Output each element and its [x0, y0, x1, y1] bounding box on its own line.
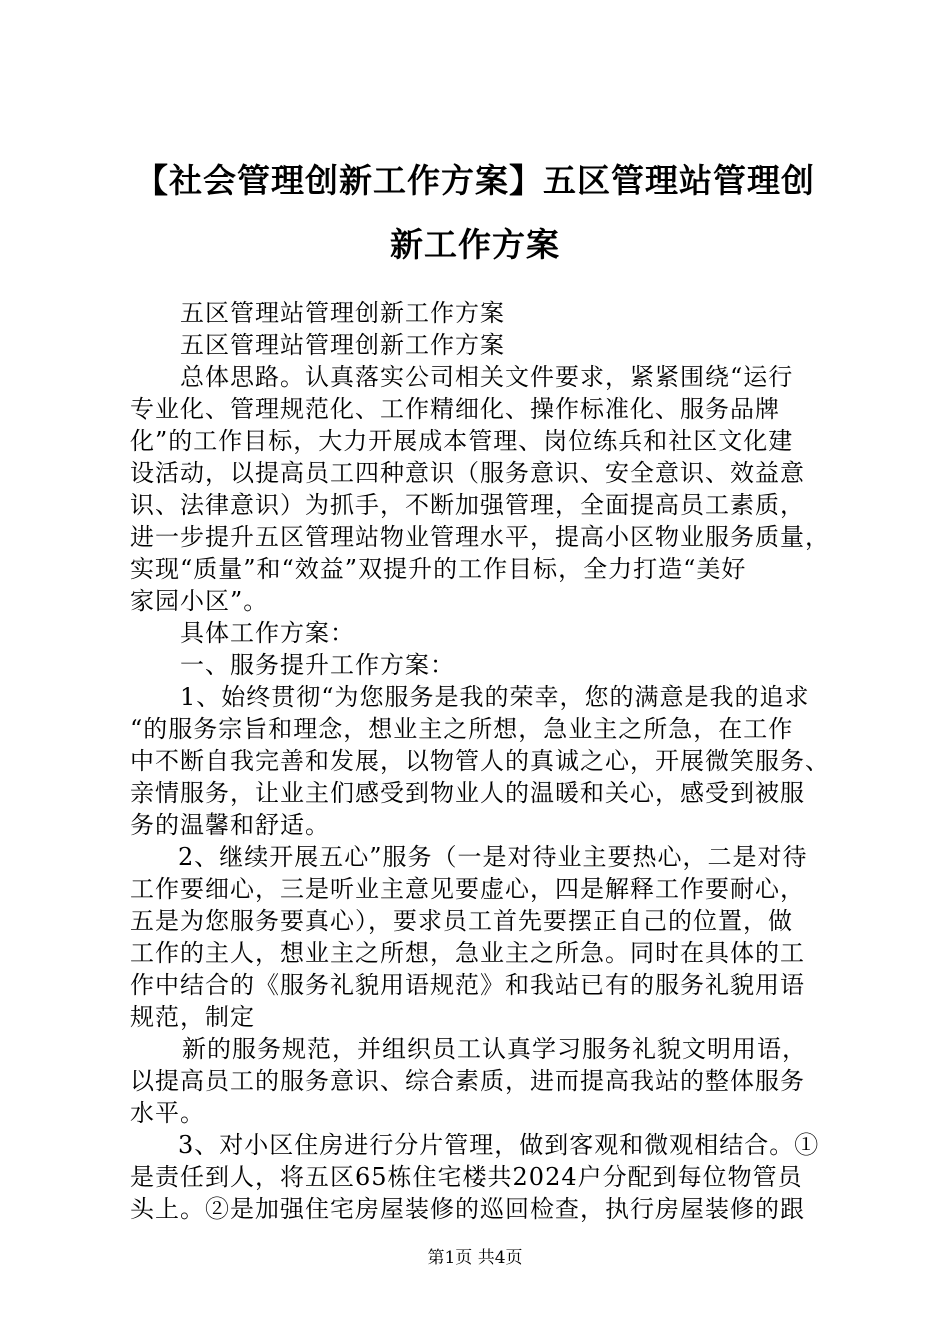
body-line: 总体思路。认真落实公司相关文件要求，紧紧围绕“运行	[180, 363, 794, 391]
body-line: 1、始终贯彻“为您服务是我的荣幸，您的满意是我的追求	[180, 683, 810, 711]
body-line: 设活动，以提高员工四种意识（服务意识、安全意识、效益意	[130, 459, 805, 487]
body-line: 家园小区”。	[130, 587, 269, 615]
body-line: 是责任到人，将五区65栋住宅楼共2024户分配到每位物管员	[130, 1163, 803, 1191]
body-line: 五区管理站管理创新工作方案	[180, 299, 505, 327]
body-line: 一、服务提升工作方案：	[180, 651, 455, 679]
body-line: 工作要细心，三是听业主意见要虚心，四是解释工作要耐心，	[130, 875, 805, 903]
document-title-line-1: 【社会管理创新工作方案】五区管理站管理创	[135, 161, 815, 200]
body-line: 五是为您服务要真心），要求员工首先要摆正自己的位置，做	[130, 907, 793, 935]
body-line: 具体工作方案：	[180, 619, 355, 647]
body-line: 务的温馨和舒适。	[130, 811, 330, 839]
body-line: 头上。②是加强住宅房屋装修的巡回检查，执行房屋装修的跟	[130, 1195, 805, 1223]
body-line: 五区管理站管理创新工作方案	[180, 331, 505, 359]
body-line: “的服务宗旨和理念，想业主之所想，急业主之所急，在工作	[130, 715, 794, 743]
body-line: 进一步提升五区管理站物业管理水平，提高小区物业服务质量，	[130, 523, 830, 551]
body-line: 规范，制定	[130, 1003, 255, 1031]
body-line: 3、对小区住房进行分片管理，做到客观和微观相结合。①	[178, 1131, 820, 1159]
body-line: 识、法律意识）为抓手，不断加强管理，全面提高员工素质，	[130, 491, 805, 519]
body-line: 水平。	[130, 1099, 205, 1127]
body-line: 工作的主人，想业主之所想，急业主之所急。同时在具体的工	[130, 939, 805, 967]
document-title-line-2: 新工作方案	[390, 225, 560, 264]
page-number: 第1页 共4页	[427, 1248, 523, 1268]
body-line: 2、继续开展五心”服务（一是对待业主要热心，二是对待	[178, 843, 808, 871]
body-line: 亲情服务，让业主们感受到物业人的温暖和关心，感受到被服	[130, 779, 805, 807]
body-line: 以提高员工的服务意识、综合素质，进而提高我站的整体服务	[130, 1067, 805, 1095]
body-line: 中不断自我完善和发展，以物管人的真诚之心，开展微笑服务、	[130, 747, 830, 775]
body-line: 专业化、管理规范化、工作精细化、操作标准化、服务品牌	[130, 395, 780, 423]
body-line: 实现“质量”和“效益”双提升的工作目标，全力打造“美好	[130, 555, 747, 583]
body-line: 化”的工作目标，大力开展成本管理、岗位练兵和社区文化建	[130, 427, 794, 455]
body-line: 作中结合的《服务礼貌用语规范》和我站已有的服务礼貌用语	[130, 971, 805, 999]
body-line: 新的服务规范，并组织员工认真学习服务礼貌文明用语，	[182, 1035, 807, 1063]
